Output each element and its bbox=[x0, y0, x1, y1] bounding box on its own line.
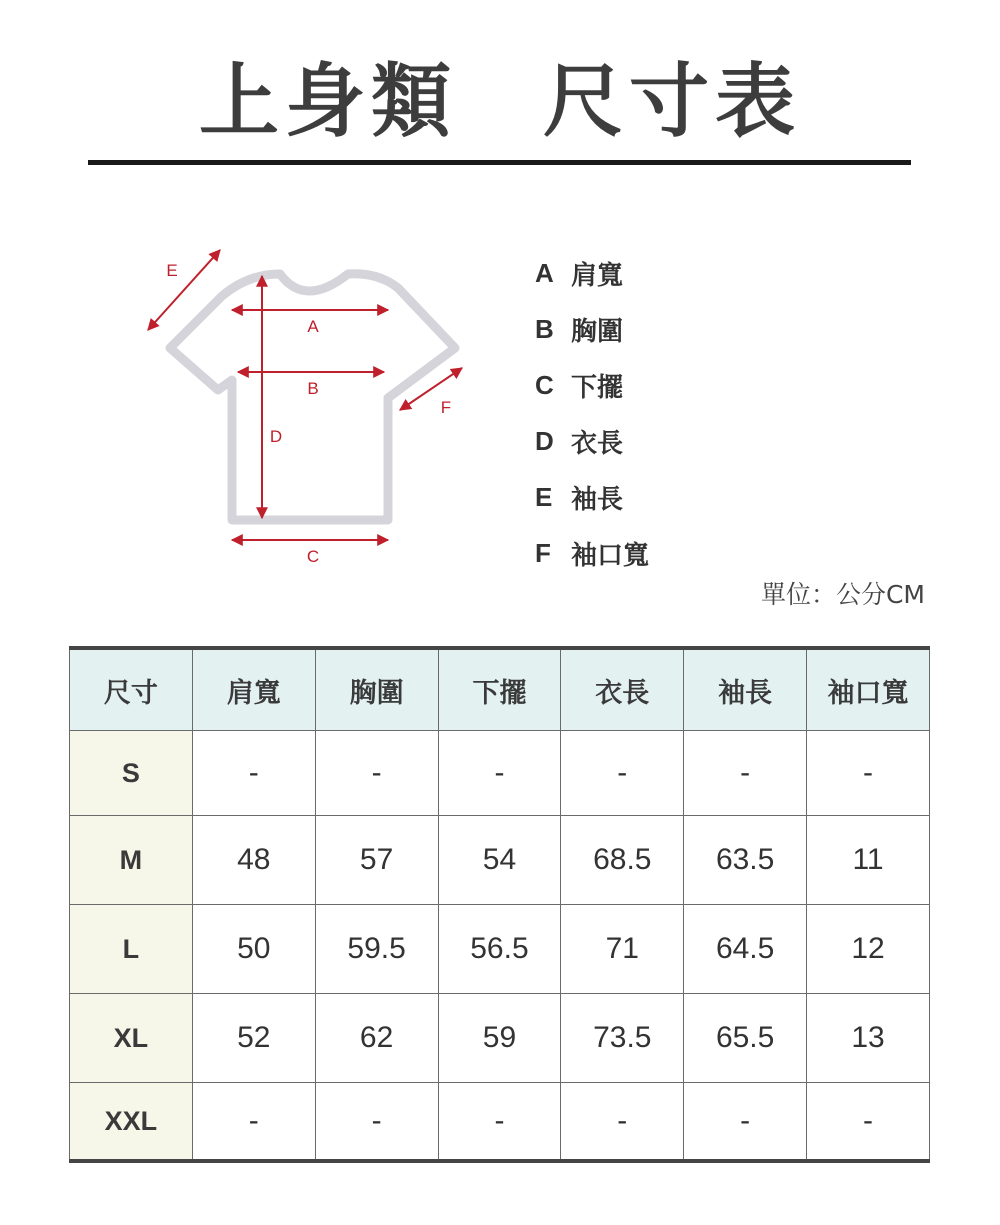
value-cell: - bbox=[561, 1083, 684, 1162]
legend-item bbox=[535, 245, 649, 301]
value-cell: 52 bbox=[192, 994, 315, 1083]
size-cell: L bbox=[70, 905, 193, 994]
size-cell: M bbox=[70, 816, 193, 905]
label-c: C bbox=[306, 547, 320, 566]
value-cell: - bbox=[192, 1083, 315, 1162]
legend-item bbox=[535, 357, 649, 413]
value-cell: 12 bbox=[807, 905, 930, 994]
legend-name: 胸圍 bbox=[571, 316, 624, 347]
value-cell: - bbox=[438, 731, 561, 816]
legend-item bbox=[535, 469, 649, 525]
value-cell: - bbox=[315, 1083, 438, 1162]
column-header: 尺寸 bbox=[70, 648, 193, 731]
tshirt-diagram bbox=[130, 230, 480, 580]
column-header: 下擺 bbox=[438, 648, 561, 731]
legend-letter: C bbox=[535, 369, 554, 400]
value-cell: 13 bbox=[807, 994, 930, 1083]
legend-name: 下擺 bbox=[571, 372, 624, 403]
table-row bbox=[70, 905, 930, 994]
page-title: 上身類 尺寸表 bbox=[199, 55, 801, 148]
legend-name: 袖口寬 bbox=[571, 540, 650, 571]
table-row bbox=[70, 1083, 930, 1162]
label-f: F bbox=[440, 398, 452, 417]
legend-letter: B bbox=[535, 313, 554, 344]
label-d: D bbox=[269, 427, 283, 446]
table-row bbox=[70, 816, 930, 905]
legend-name: 袖長 bbox=[571, 484, 624, 515]
value-cell: - bbox=[807, 1083, 930, 1162]
arrow-e bbox=[148, 250, 220, 330]
arrow-f bbox=[400, 368, 462, 410]
value-cell: 48 bbox=[192, 816, 315, 905]
table-row bbox=[70, 731, 930, 816]
measurement-legend bbox=[535, 245, 649, 581]
size-cell: XL bbox=[70, 994, 193, 1083]
legend-item bbox=[535, 301, 649, 357]
size-table bbox=[69, 646, 930, 1163]
size-cell: XXL bbox=[70, 1083, 193, 1162]
legend-letter: D bbox=[535, 425, 554, 456]
table-header-row bbox=[70, 648, 930, 731]
value-cell: 62 bbox=[315, 994, 438, 1083]
value-cell: 59 bbox=[438, 994, 561, 1083]
column-header: 袖長 bbox=[684, 648, 807, 731]
legend-letter: A bbox=[535, 257, 554, 288]
size-cell: S bbox=[70, 731, 193, 816]
table-row bbox=[70, 994, 930, 1083]
column-header: 肩寬 bbox=[192, 648, 315, 731]
legend-letter: E bbox=[535, 481, 553, 512]
label-a: A bbox=[307, 317, 319, 336]
value-cell: - bbox=[684, 1083, 807, 1162]
value-cell: - bbox=[561, 731, 684, 816]
column-header: 袖口寬 bbox=[807, 648, 930, 731]
title-divider bbox=[88, 160, 911, 165]
value-cell: 64.5 bbox=[684, 905, 807, 994]
value-cell: 56.5 bbox=[438, 905, 561, 994]
value-cell: 54 bbox=[438, 816, 561, 905]
value-cell: 63.5 bbox=[684, 816, 807, 905]
column-header: 胸圍 bbox=[315, 648, 438, 731]
value-cell: 59.5 bbox=[315, 905, 438, 994]
label-b: B bbox=[307, 379, 319, 398]
value-cell: 11 bbox=[807, 816, 930, 905]
value-cell: 73.5 bbox=[561, 994, 684, 1083]
value-cell: - bbox=[315, 731, 438, 816]
value-cell: 68.5 bbox=[561, 816, 684, 905]
unit-note: 單位：公分CM bbox=[760, 580, 925, 609]
value-cell: - bbox=[192, 731, 315, 816]
legend-letter: F bbox=[535, 537, 551, 568]
legend-name: 衣長 bbox=[571, 428, 624, 459]
column-header: 衣長 bbox=[561, 648, 684, 731]
value-cell: 57 bbox=[315, 816, 438, 905]
legend-item bbox=[535, 525, 649, 581]
value-cell: 71 bbox=[561, 905, 684, 994]
value-cell: - bbox=[807, 731, 930, 816]
value-cell: - bbox=[684, 731, 807, 816]
legend-item bbox=[535, 413, 649, 469]
value-cell: 65.5 bbox=[684, 994, 807, 1083]
value-cell: 50 bbox=[192, 905, 315, 994]
legend-name: 肩寬 bbox=[571, 260, 624, 291]
value-cell: - bbox=[438, 1083, 561, 1162]
label-e: E bbox=[166, 261, 178, 280]
